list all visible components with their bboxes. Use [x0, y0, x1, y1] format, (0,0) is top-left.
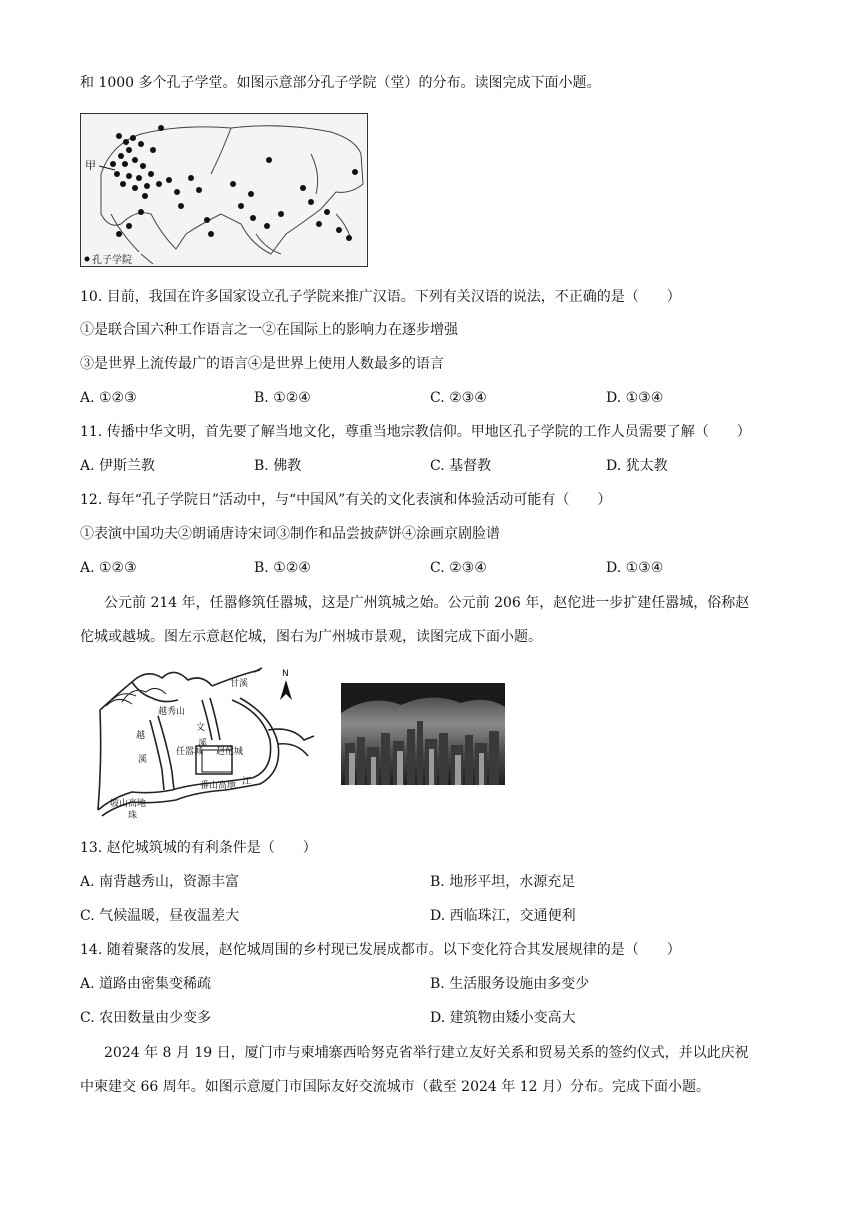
q11-option-d[interactable]: D. 犹太教 — [606, 458, 668, 474]
q13-option-a[interactable]: A. 南背越秀山，资源丰富 — [80, 874, 240, 890]
q10-option-d[interactable]: D. ①③④ — [606, 390, 664, 406]
confucius-institute-map — [80, 113, 368, 267]
q10-option-b[interactable]: B. ①②④ — [254, 390, 311, 406]
label-yuexiushan: 越秀山 — [158, 707, 186, 717]
label-xi-1: 溪 — [198, 739, 208, 749]
label-ganxi: 甘溪 — [230, 679, 249, 689]
q13-option-c[interactable]: C. 气候温暖，昼夜温差大 — [80, 908, 240, 924]
label-jiang: 江 — [242, 777, 252, 787]
label-fanshan-highland: 番山高地 — [200, 781, 237, 791]
map-legend: 孔子学院 — [92, 255, 132, 266]
q12-statement-1: ①表演中国功夫②朗诵唐诗宋词③制作和品尝披萨饼④涂画京剧脸谱 — [80, 526, 500, 542]
q11-stem: 11. 传播中华文明，首先要了解当地文化，尊重当地宗教信仰。甲地区孔子学院的工作人员需要了解（ ） — [80, 424, 751, 440]
q13-option-d[interactable]: D. 西临珠江，交通便利 — [430, 908, 576, 924]
q14-stem: 14. 随着聚落的发展，赵佗城周围的乡村现已发展成都市。以下变化符合其发展规律的是（ ） — [80, 942, 681, 958]
q10-option-a[interactable]: A. ①②③ — [80, 390, 137, 406]
q13-option-b[interactable]: B. 地形平坦，水源充足 — [430, 874, 576, 890]
q12-option-a[interactable]: A. ①②③ — [80, 560, 137, 576]
q11-option-b[interactable]: B. 佛教 — [254, 458, 302, 474]
q14-option-d[interactable]: D. 建筑物由矮小变高大 — [430, 1010, 576, 1026]
world-map-outline — [81, 114, 367, 266]
q14-option-a[interactable]: A. 道路由密集变稀疏 — [80, 976, 212, 992]
q13-stem: 13. 赵佗城筑城的有利条件是（ ） — [80, 840, 317, 856]
passage3-line-1: 2024 年 8 月 19 日，厦门市与柬埔寨西哈努克省举行建立友好关系和贸易关系的签约仪式，并以此庆祝 — [104, 1045, 749, 1061]
q12-option-d[interactable]: D. ①③④ — [606, 560, 664, 576]
label-poshan-highland: 坡山高地 — [110, 799, 147, 809]
q14-option-c[interactable]: C. 农田数量由少变多 — [80, 1010, 212, 1026]
q12-option-b[interactable]: B. ①②④ — [254, 560, 311, 576]
map-label-jia: 甲 — [85, 159, 96, 172]
svg-text:N: N — [282, 669, 289, 679]
label-yue: 越 — [136, 731, 146, 741]
q10-stem: 10. 目前，我国在许多国家设立孔子学院来推广汉语。下列有关汉语的说法，不正确的是（ ） — [80, 289, 681, 305]
q12-stem: 12. 每年“孔子学院日”活动中，与“中国风”有关的文化表演和体验活动可能有（ ） — [80, 492, 612, 508]
q11-option-c[interactable]: C. 基督教 — [430, 458, 492, 474]
label-zhaotuo-city: 赵佗城 — [216, 747, 244, 757]
intro-text: 和 1000 多个孔子学堂。如图示意部分孔子学院（堂）的分布。读图完成下面小题。 — [80, 75, 601, 91]
q11-option-a[interactable]: A. 伊斯兰教 — [80, 458, 156, 474]
q14-option-b[interactable]: B. 生活服务设施由多变少 — [430, 976, 590, 992]
passage3-line-2: 中柬建交 66 周年。如图示意厦门市国际友好交流城市（截至 2024 年 12 月）分布。完成下面小题。 — [80, 1079, 710, 1095]
label-renxiao-city: 任嚣城 — [176, 747, 204, 757]
institute-dots — [110, 125, 358, 241]
label-wen: 文 — [196, 723, 206, 733]
label-zhu: 珠 — [128, 811, 138, 820]
passage2-line-1: 公元前 214 年，任嚣修筑任嚣城，这是广州筑城之始。公元前 206 年，赵佗进一步扩建任嚣城，俗称赵 — [104, 595, 750, 611]
passage2-line-2: 佗城或越城。图左示意赵佗城，图右为广州城市景观，读图完成下面小题。 — [80, 629, 542, 645]
q10-statement-1: ①是联合国六种工作语言之一②在国际上的影响力在逐步增强 — [80, 322, 458, 338]
zhaotuo-city-map — [92, 660, 324, 820]
label-xi-2: 溪 — [138, 755, 148, 765]
north-arrow — [280, 669, 292, 700]
q12-option-c[interactable]: C. ②③④ — [430, 560, 487, 576]
guangzhou-cityscape-photo — [341, 683, 505, 785]
q10-option-c[interactable]: C. ②③④ — [430, 390, 487, 406]
q10-statement-2: ③是世界上流传最广的语言④是世界上使用人数最多的语言 — [80, 356, 444, 372]
